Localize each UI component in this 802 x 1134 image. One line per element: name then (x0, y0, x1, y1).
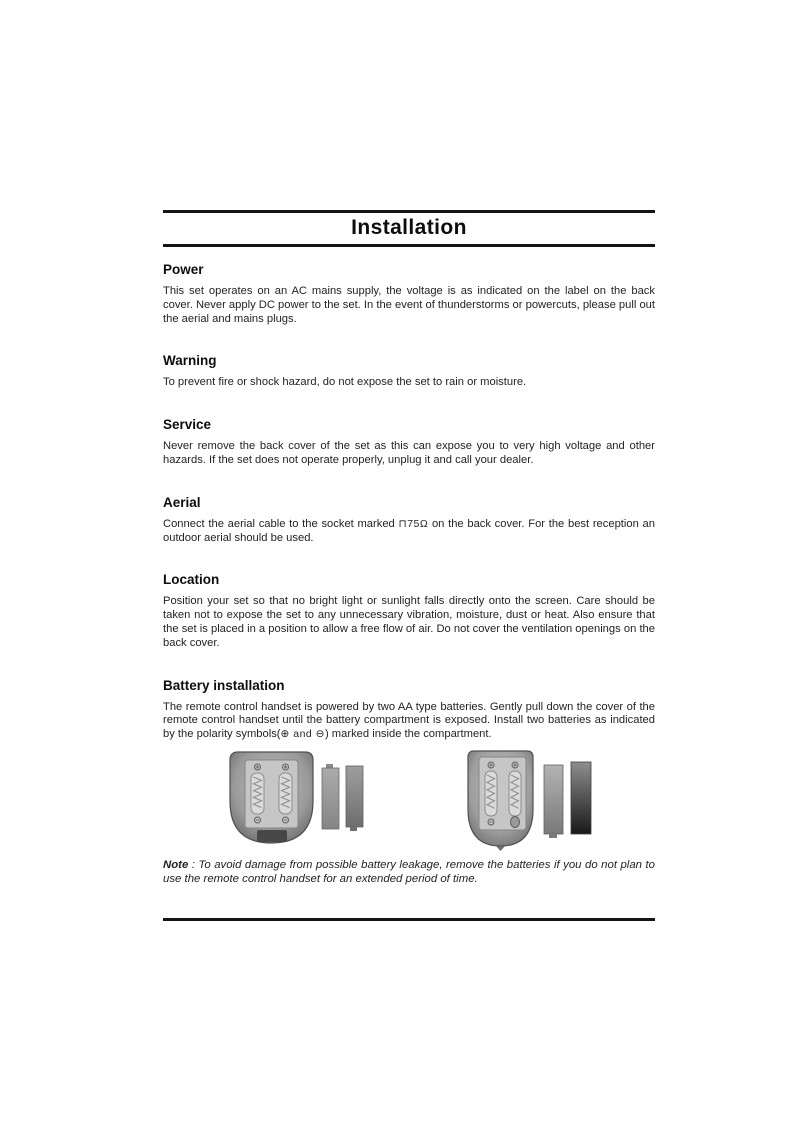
aerial-text-after: on the back cover. For the best reception an outdoor aerial should be used. (163, 517, 655, 544)
section-body (163, 701, 655, 742)
polarity-symbols: ⊕ and ⊖ (280, 728, 325, 741)
battery-figures-row (163, 749, 655, 849)
aerial-socket-symbol: ⊓75Ω (398, 517, 429, 530)
battery-text-after: ) marked inside the compartment. (324, 728, 492, 741)
section-service (163, 417, 655, 468)
section-heading: Battery installation (163, 677, 285, 693)
section-heading: Location (163, 572, 220, 588)
title-rule-top (163, 210, 655, 213)
footer-rule (163, 918, 655, 921)
note-text: : To avoid damage from possible battery leakage, remove the batteries if you do not plan to use the remote control handset for an extended period of time. (163, 858, 655, 885)
note-label: Note (163, 858, 189, 871)
section-warning (163, 353, 655, 390)
battery-text-before: The remote control handset is powered by two AA type batteries. Gently pull down the cover of the remote control handset until the battery compartment is exposed. Install two batteries as indicated by the polarity symbols( (163, 700, 655, 741)
page-title: Installation (351, 216, 467, 239)
page-content (163, 210, 655, 887)
title-rule-bottom (163, 244, 655, 247)
section-heading: Power (163, 262, 204, 277)
section-heading: Aerial (163, 494, 201, 510)
section-body: This set operates on an AC mains supply, the voltage is as indicated on the label on the back cover. Never apply DC power to the set. In the event of thunderstorms or powercuts, please pull out the aerial and mains plugs. (163, 285, 655, 325)
section-body: To prevent fire or shock hazard, do not expose the set to rain or moisture. (163, 376, 527, 389)
section-battery-installation (163, 678, 655, 742)
section-body (163, 518, 655, 546)
aerial-text-before: Connect the aerial cable to the socket marked (163, 517, 399, 530)
section-heading: Service (163, 417, 212, 433)
section-power (163, 262, 655, 326)
section-body: Never remove the back cover of the set as this can expose you to very high voltage and other hazards. If the set does not operate properly, unplug it and call your dealer. (163, 440, 655, 466)
section-location (163, 572, 655, 650)
note (163, 859, 655, 887)
section-body: Position your set so that no bright light or sunlight falls directly onto the screen. Care should be taken not to expose the set to any unnecessary vibration, moisture, dust or heat. Also ensure that the set is placed in a position to allow a free flow of air. Do not cover the ventilation openings on the back cover. (163, 595, 655, 649)
remote-back-battery-compartment-icon (220, 749, 370, 849)
section-heading: Warning (163, 353, 217, 369)
remote-back-batteries-inserted-icon (455, 749, 600, 852)
section-aerial (163, 495, 655, 546)
